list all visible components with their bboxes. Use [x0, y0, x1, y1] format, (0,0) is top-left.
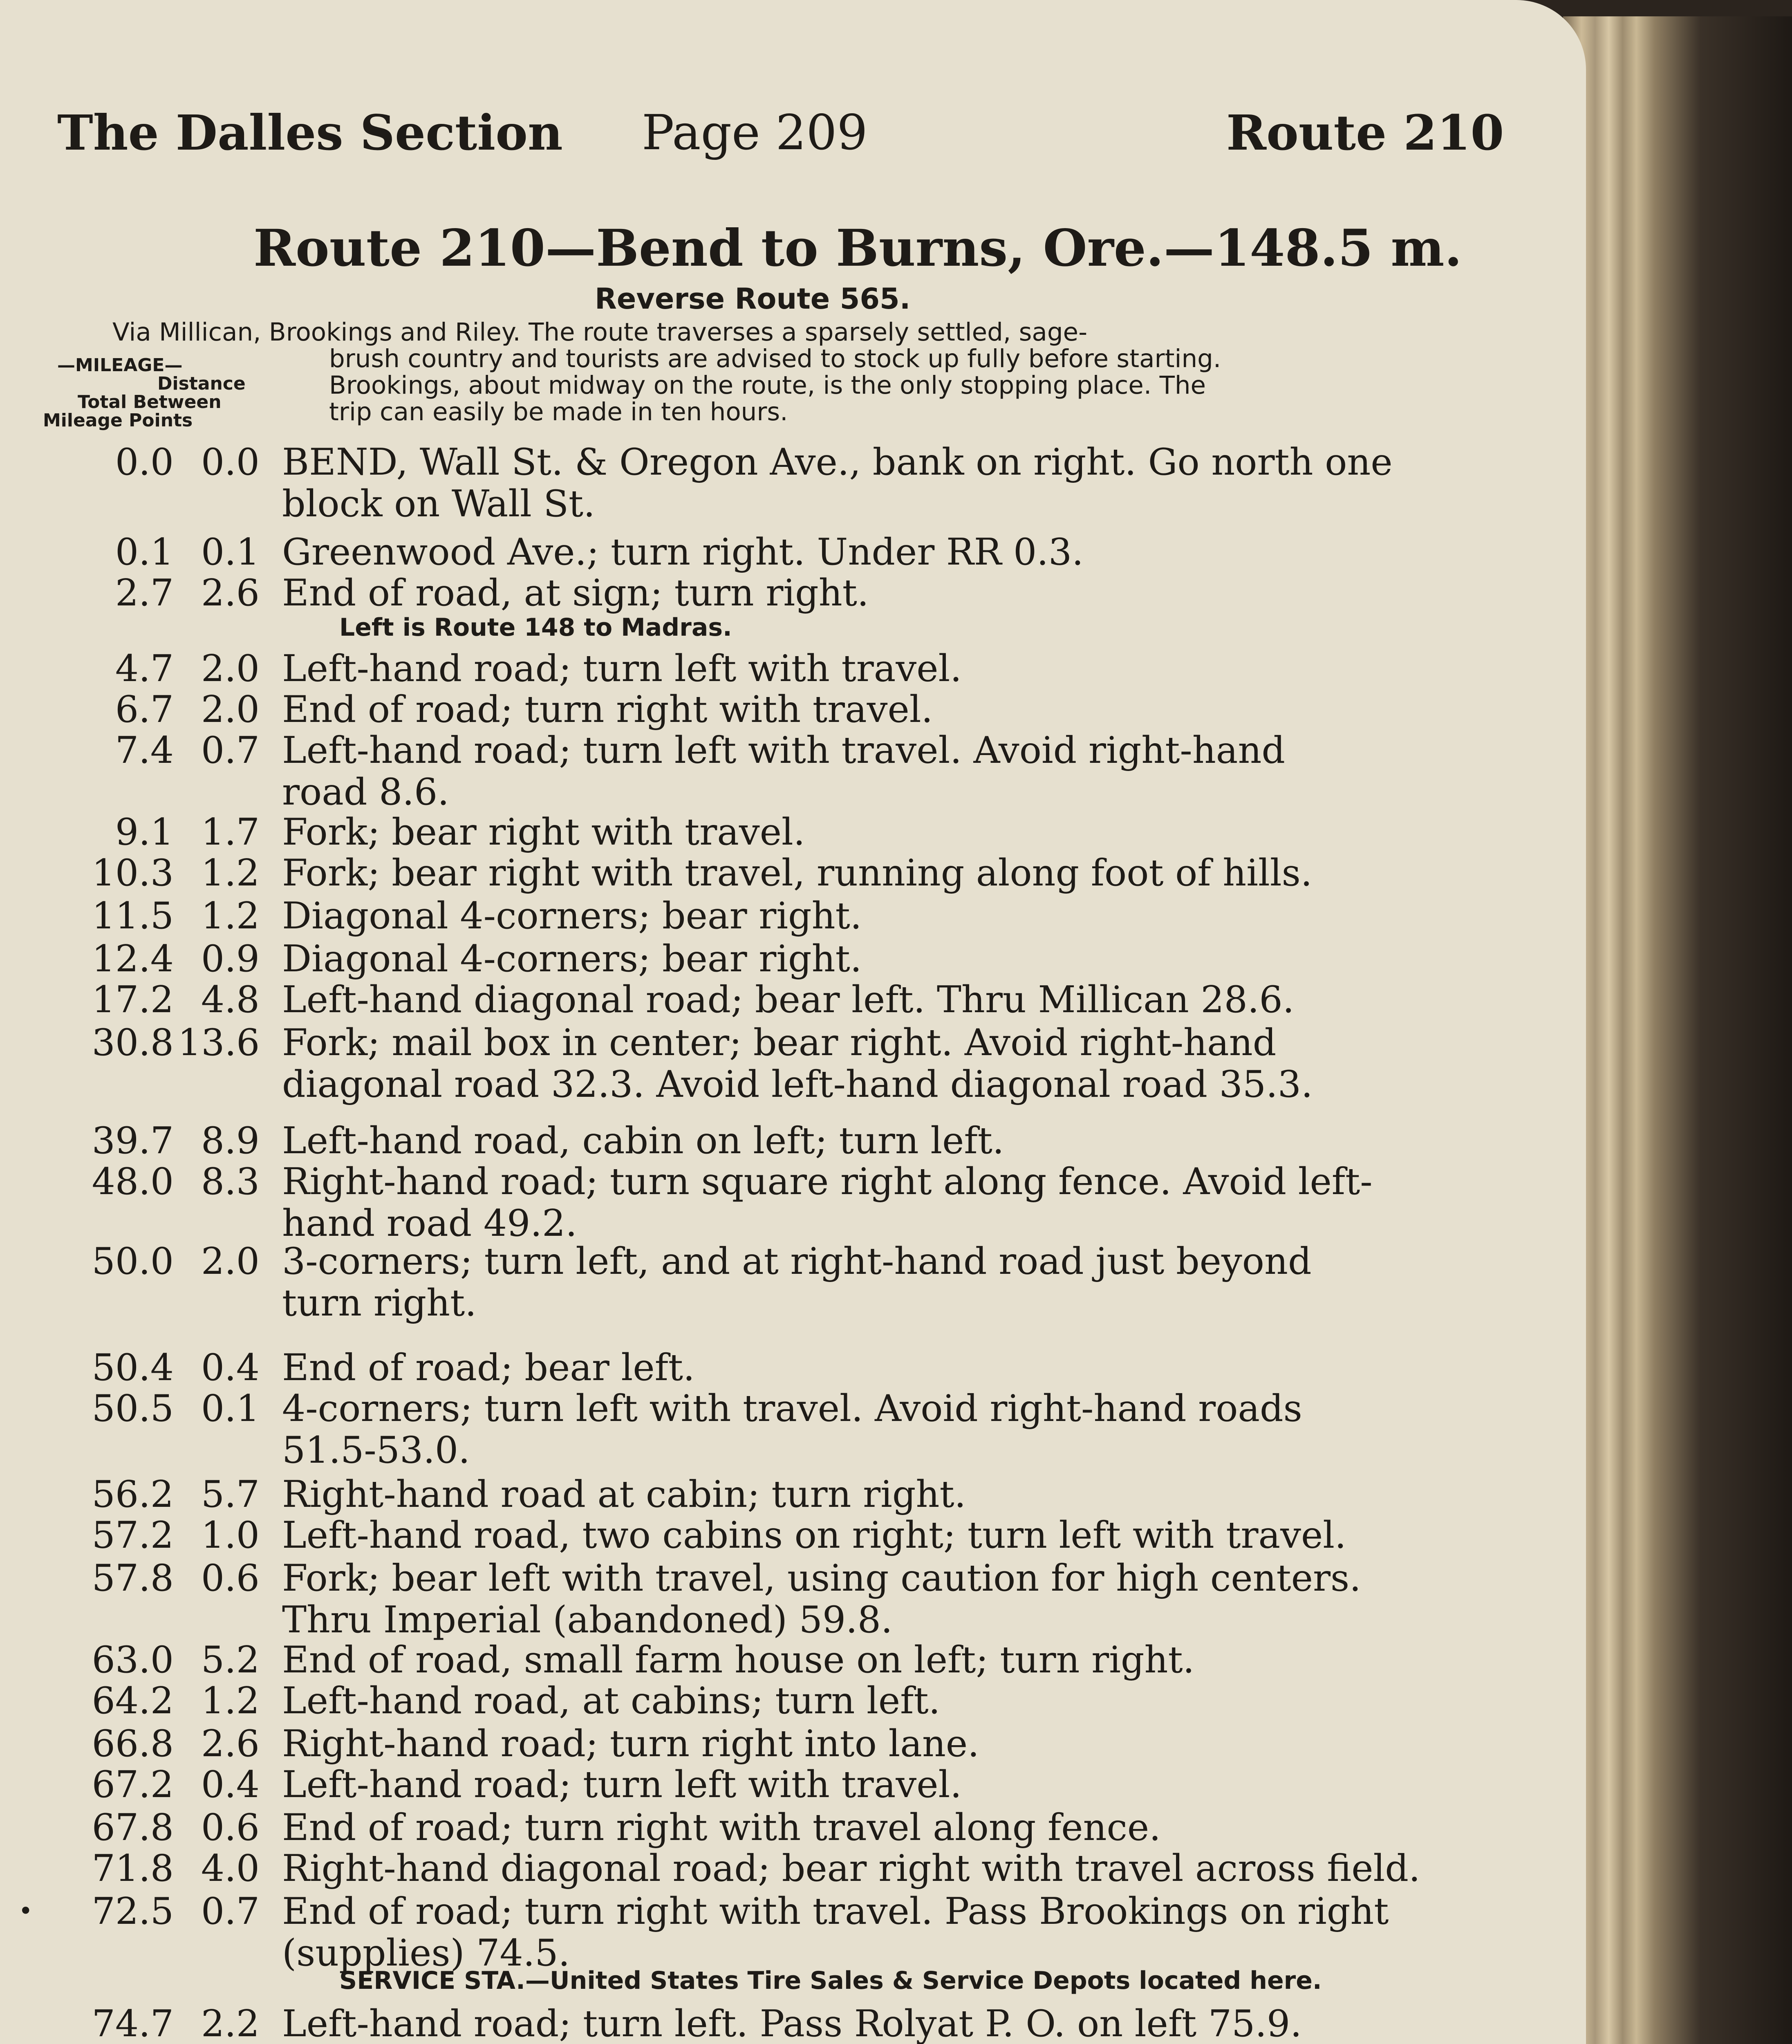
distance-between: 0.1 — [201, 1387, 260, 1430]
distance-between: 2.0 — [201, 688, 260, 731]
distance-between: 1.0 — [201, 1514, 260, 1557]
distance-between: 1.2 — [201, 894, 260, 937]
distance-between: 0.4 — [201, 1763, 260, 1806]
direction-text: Diagonal 4-corners; bear right. — [282, 894, 862, 937]
total-mileage: 67.2 — [92, 1763, 174, 1806]
madras-note: Left is Route 148 to Madras. — [339, 613, 732, 642]
direction-text: 3-corners; turn left, and at right-hand road just beyond turn right. — [282, 1240, 1312, 1325]
intro-line: brush country and tourists are advised to stock up fully before starting. — [329, 344, 1221, 373]
route-title: Route 210—Bend to Burns, Ore.—148.5 m. — [253, 219, 1462, 278]
distance-label: Distance — [157, 373, 246, 394]
distance-between: 8.9 — [201, 1119, 260, 1162]
direction-text: End of road; turn right with travel along fence. — [282, 1806, 1161, 1849]
total-mileage: 57.2 — [92, 1514, 174, 1557]
direction-text: Left-hand road, cabin on left; turn left. — [282, 1119, 1004, 1162]
direction-text: Fork; bear left with travel, using caution for high centers. Thru Imperial (abandoned) 59.8. — [282, 1557, 1361, 1641]
distance-between: 2.6 — [201, 1722, 260, 1765]
reverse-route: Reverse Route 565. — [595, 282, 911, 316]
distance-between: 0.4 — [201, 1346, 260, 1389]
distance-between: 2.0 — [201, 647, 260, 690]
total-mileage: 2.7 — [115, 572, 174, 614]
direction-text: Left-hand road; turn left with travel. Avoid right-hand road 8.6. — [282, 729, 1286, 814]
direction-text: Left-hand road, two cabins on right; turn left with travel. — [282, 1514, 1346, 1557]
distance-between: 0.7 — [201, 1890, 260, 1933]
distance-between: 8.3 — [201, 1160, 260, 1203]
direction-text: Right-hand road at cabin; turn right. — [282, 1473, 966, 1516]
total-mileage: 7.4 — [115, 729, 174, 772]
total-mileage: 0.1 — [115, 531, 174, 574]
total-mileage: 50.4 — [92, 1346, 174, 1389]
direction-text: Left-hand road, at cabins; turn left. — [282, 1679, 941, 1722]
distance-between: 2.2 — [201, 2002, 260, 2044]
direction-text: Fork; bear right with travel. — [282, 811, 805, 854]
total-between-label: Total Between — [78, 392, 222, 412]
total-mileage: 50.0 — [92, 1240, 174, 1283]
intro-line: trip can easily be made in ten hours. — [329, 397, 788, 426]
service-station-note: SERVICE STA.—United States Tire Sales & Service Depots located here. — [339, 1966, 1322, 1995]
route-heading: Route 210 — [1226, 104, 1504, 161]
total-mileage: 30.8 — [92, 1021, 174, 1064]
total-mileage: 74.7 — [92, 2002, 174, 2044]
mileage-label: —MILEAGE— — [57, 355, 183, 376]
direction-text: Right-hand road; turn right into lane. — [282, 1722, 979, 1765]
total-mileage: 66.8 — [92, 1722, 174, 1765]
distance-between: 5.2 — [201, 1638, 260, 1681]
direction-text: End of road; bear left. — [282, 1346, 695, 1389]
distance-between: 2.0 — [201, 1240, 260, 1283]
distance-between: 2.6 — [201, 572, 260, 614]
distance-between: 1.2 — [201, 1679, 260, 1722]
distance-between: 0.1 — [201, 531, 260, 574]
direction-text: End of road; turn right with travel. — [282, 688, 933, 731]
direction-text: 4-corners; turn left with travel. Avoid right-hand roads 51.5-53.0. — [282, 1387, 1302, 1472]
total-mileage: 12.4 — [92, 937, 174, 980]
distance-between: 13.6 — [178, 1021, 260, 1064]
direction-text: Left-hand diagonal road; bear left. Thru Millican 28.6. — [282, 978, 1295, 1021]
direction-text: End of road, at sign; turn right. — [282, 572, 869, 614]
total-mileage: 39.7 — [92, 1119, 174, 1162]
bullet-mark: • — [18, 1897, 33, 1925]
total-mileage: 0.0 — [115, 441, 174, 484]
direction-text: Left-hand road; turn left with travel. — [282, 647, 962, 690]
distance-between: 5.7 — [201, 1473, 260, 1516]
total-mileage: 72.5 — [92, 1890, 174, 1933]
total-mileage: 17.2 — [92, 978, 174, 1021]
total-mileage: 57.8 — [92, 1557, 174, 1600]
intro-line: Via Millican, Brookings and Riley. The route traverses a sparsely settled, sage- — [112, 318, 1088, 347]
total-mileage: 6.7 — [115, 688, 174, 731]
total-mileage: 10.3 — [92, 852, 174, 894]
total-mileage: 48.0 — [92, 1160, 174, 1203]
direction-text: Right-hand road; turn square right along fence. Avoid left- hand road 49.2. — [282, 1160, 1373, 1245]
total-mileage: 11.5 — [92, 894, 174, 937]
direction-text: Right-hand diagonal road; bear right with travel across field. — [282, 1847, 1420, 1890]
distance-between: 0.6 — [201, 1557, 260, 1600]
direction-text: Fork; mail box in center; bear right. Avoid right-hand diagonal road 32.3. Avoid left-hand diagonal road 35.3. — [282, 1021, 1313, 1106]
total-mileage: 71.8 — [92, 1847, 174, 1890]
direction-text: Greenwood Ave.; turn right. Under RR 0.3. — [282, 531, 1084, 574]
direction-text: Diagonal 4-corners; bear right. — [282, 937, 862, 980]
total-mileage: 4.7 — [115, 647, 174, 690]
distance-between: 1.7 — [201, 811, 260, 854]
book-page-edges — [1563, 16, 1792, 2044]
page-number: Page 209 — [642, 104, 868, 161]
section-heading: The Dalles Section — [57, 104, 563, 161]
distance-between: 0.6 — [201, 1806, 260, 1849]
direction-text: Left-hand road; turn left with travel. — [282, 1763, 962, 1806]
distance-between: 1.2 — [201, 852, 260, 894]
intro-line: Brookings, about midway on the route, is the only stopping place. The — [329, 371, 1206, 400]
total-mileage: 64.2 — [92, 1679, 174, 1722]
total-mileage: 63.0 — [92, 1638, 174, 1681]
direction-text: Fork; bear right with travel, running along foot of hills. — [282, 852, 1313, 894]
direction-text: BEND, Wall St. & Oregon Ave., bank on right. Go north one block on Wall St. — [282, 441, 1393, 525]
distance-between: 0.7 — [201, 729, 260, 772]
direction-text: End of road; turn right with travel. Pass Brookings on right (supplies) 74.5. — [282, 1890, 1389, 1975]
direction-text: Left-hand road; turn left. Pass Rolyat P. O. on left 75.9. — [282, 2002, 1302, 2044]
total-mileage: 67.8 — [92, 1806, 174, 1849]
total-mileage: 9.1 — [115, 811, 174, 854]
distance-between: 0.9 — [201, 937, 260, 980]
mileage-points-label: Mileage Points — [43, 410, 193, 431]
total-mileage: 56.2 — [92, 1473, 174, 1516]
distance-between: 4.8 — [201, 978, 260, 1021]
total-mileage: 50.5 — [92, 1387, 174, 1430]
direction-text: End of road, small farm house on left; turn right. — [282, 1638, 1195, 1681]
distance-between: 4.0 — [201, 1847, 260, 1890]
distance-between: 0.0 — [201, 441, 260, 484]
